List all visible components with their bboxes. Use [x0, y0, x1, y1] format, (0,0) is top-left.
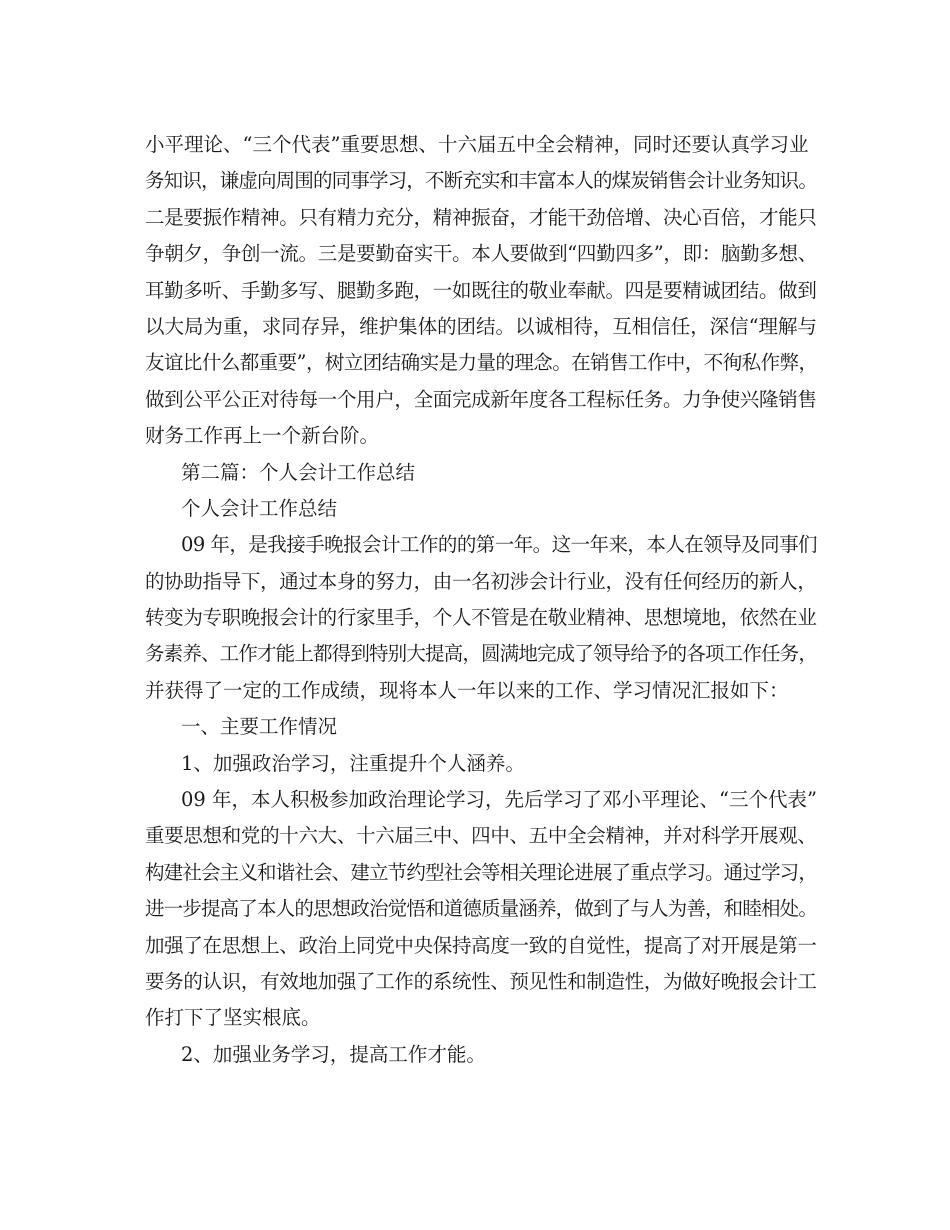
text-line: 并获得了一定的工作成绩，现将本人一年以来的工作、学习情况汇报如下：: [145, 678, 789, 702]
text-line: 构建社会主义和谐社会、建立节约型社会等相关理论进展了重点学习。通过学习，: [145, 860, 818, 884]
text-line: 要务的认识，有效地加强了工作的系统性、预见性和制造性，为做好晚报会计工: [145, 969, 817, 993]
document-body: [145, 127, 817, 1073]
text-line: 财务工作再上一个新台阶。: [145, 424, 380, 448]
text-line: 小平理论、“三个代表”重要思想、十六届五中全会精神，同时还要认真学习业: [145, 133, 809, 156]
text-line: 转变为专职晚报会计的行家里手，个人不管是在敬业精神、思想境地，依然在业: [145, 606, 817, 630]
text-line: 的协助指导下，通过本身的努力，由一名初涉会计行业，没有任何经历的新人，: [145, 569, 817, 593]
text-line: 友谊比什么都重要”，树立团结确实是力量的理念。在销售工作中，不徇私作弊，: [145, 351, 818, 375]
text-line: 第二篇：个人会计工作总结: [181, 460, 416, 484]
text-line: 09 年，本人积极参加政治理论学习，先后学习了邓小平理论、“三个代表”: [181, 788, 817, 812]
text-line: 争朝夕，争创一流。三是要勤奋实干。本人要做到“四勤四多”，即：脑勤多想、: [145, 242, 817, 266]
text-line: 一、主要工作情况: [181, 715, 338, 739]
text-line: 务素养、工作才能上都得到特别大提高，圆满地完成了领导给予的各项工作任务，: [145, 642, 818, 666]
text-line: 做到公平公正对待每一个用户，全面完成新年度各工程标任务。力争使兴隆销售: [145, 387, 817, 411]
text-line: 耳勤多听、手勤多写、腿勤多跑，一如既往的敬业奉献。四是要精诚团结。做到: [145, 278, 817, 302]
text-line: 1、加强政治学习，注重提升个人涵养。: [181, 751, 525, 775]
text-line: 以大局为重，求同存异，维护集体的团结。以诚相待，互相信任，深信“理解与: [145, 314, 817, 338]
text-line: 重要思想和党的十六大、十六届三中、四中、五中全会精神，并对科学开展观、: [145, 824, 817, 848]
text-line: 加强了在思想上、政治上同党中央保持高度一致的自觉性，提高了对开展是第一: [145, 933, 817, 957]
text-line: 作打下了坚实根底。: [145, 1006, 321, 1030]
text-line: 二是要振作精神。只有精力充分，精神振奋，才能干劲倍增、决心百倍，才能只: [145, 205, 817, 229]
text-line: 务知识，谦虚向周围的同事学习，不断充实和丰富本人的煤炭销售会计业务知识。: [145, 169, 818, 193]
text-line: 09 年，是我接手晚报会计工作的的第一年。这一年来，本人在领导及同事们: [181, 533, 818, 557]
text-line: 个人会计工作总结: [181, 496, 338, 520]
text-line: 2、加强业务学习，提高工作才能。: [181, 1042, 486, 1066]
text-line: 进一步提高了本人的思想政治觉悟和道德质量涵养，做到了与人为善，和睦相处。: [145, 897, 818, 921]
